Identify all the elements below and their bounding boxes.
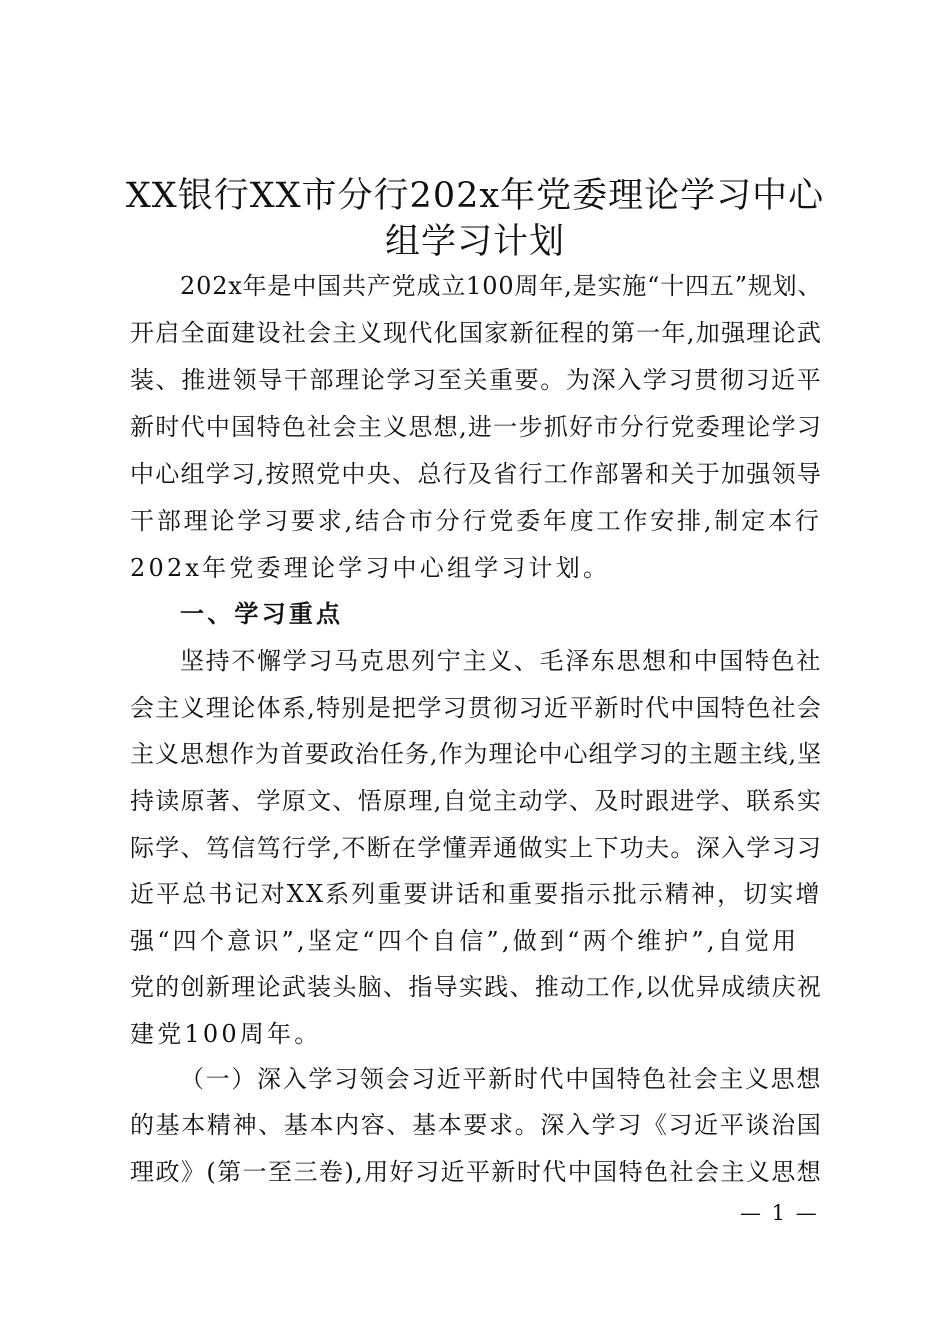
intro-line-3: 装、推进领导干部理论学习至关重要。为深入学习贯彻习近平 — [130, 366, 823, 394]
subsection-1-line-3: 理政》(第一至三卷),用好习近平新时代中国特色社会主义思想 — [130, 1158, 823, 1186]
subsection-1-line-1: （一）深入学习领会习近平新时代中国特色社会主义思想 — [180, 1065, 822, 1093]
section-1-line-2: 会主义理论体系,特别是把学习贯彻习近平新时代中国特色社会 — [130, 694, 823, 722]
document-title-line-2: 组学习计划 — [384, 222, 565, 262]
intro-line-7: 202x年党委理论学习中心组学习计划。 — [130, 554, 611, 582]
document-title-line-1: XX银行XX市分行202x年党委理论学习中心 — [125, 176, 825, 216]
section-1-line-9: 建党100周年。 — [130, 1020, 322, 1048]
intro-line-5: 中心组学习,按照党中央、总行及省行工作部署和关于加强领导 — [130, 460, 823, 488]
section-1-line-7: 强“四个意识”,坚定“四个自信”,做到“两个维护”,自觉用 — [130, 927, 800, 955]
section-1-line-6: 近平总书记对XX系列重要讲话和重要指示批示精神，切实增 — [130, 880, 822, 908]
section-1-line-8: 党的创新理论武装头脑、指导实践、推动工作,以优异成绩庆祝 — [130, 973, 823, 1001]
intro-line-6: 干部理论学习要求,结合市分行党委年度工作安排,制定本行 — [130, 507, 822, 535]
section-1-line-3: 主义思想作为首要政治任务,作为理论中心组学习的主题主线,坚 — [130, 740, 823, 768]
intro-line-1: 202x年是中国共产党成立100周年,是实施“十四五”规划、 — [180, 272, 823, 300]
page-number: — 1 — — [740, 1201, 819, 1225]
intro-line-4: 新时代中国特色社会主义思想,进一步抓好市分行党委理论学习 — [130, 413, 823, 441]
section-1-heading: 一、学习重点 — [180, 599, 344, 628]
subsection-1-line-2: 的基本精神、基本内容、基本要求。深入学习《习近平谈治国 — [130, 1111, 823, 1139]
intro-line-2: 开启全面建设社会主义现代化国家新征程的第一年,加强理论武 — [130, 319, 823, 347]
section-1-line-4: 持读原著、学原文、悟原理,自觉主动学、及时跟进学、联系实 — [130, 787, 823, 815]
section-1-line-5: 际学、笃信笃行学,不断在学懂弄通做实上下功夫。深入学习习 — [130, 834, 823, 862]
section-1-line-1: 坚持不懈学习马克思列宁主义、毛泽东思想和中国特色社 — [180, 647, 822, 675]
